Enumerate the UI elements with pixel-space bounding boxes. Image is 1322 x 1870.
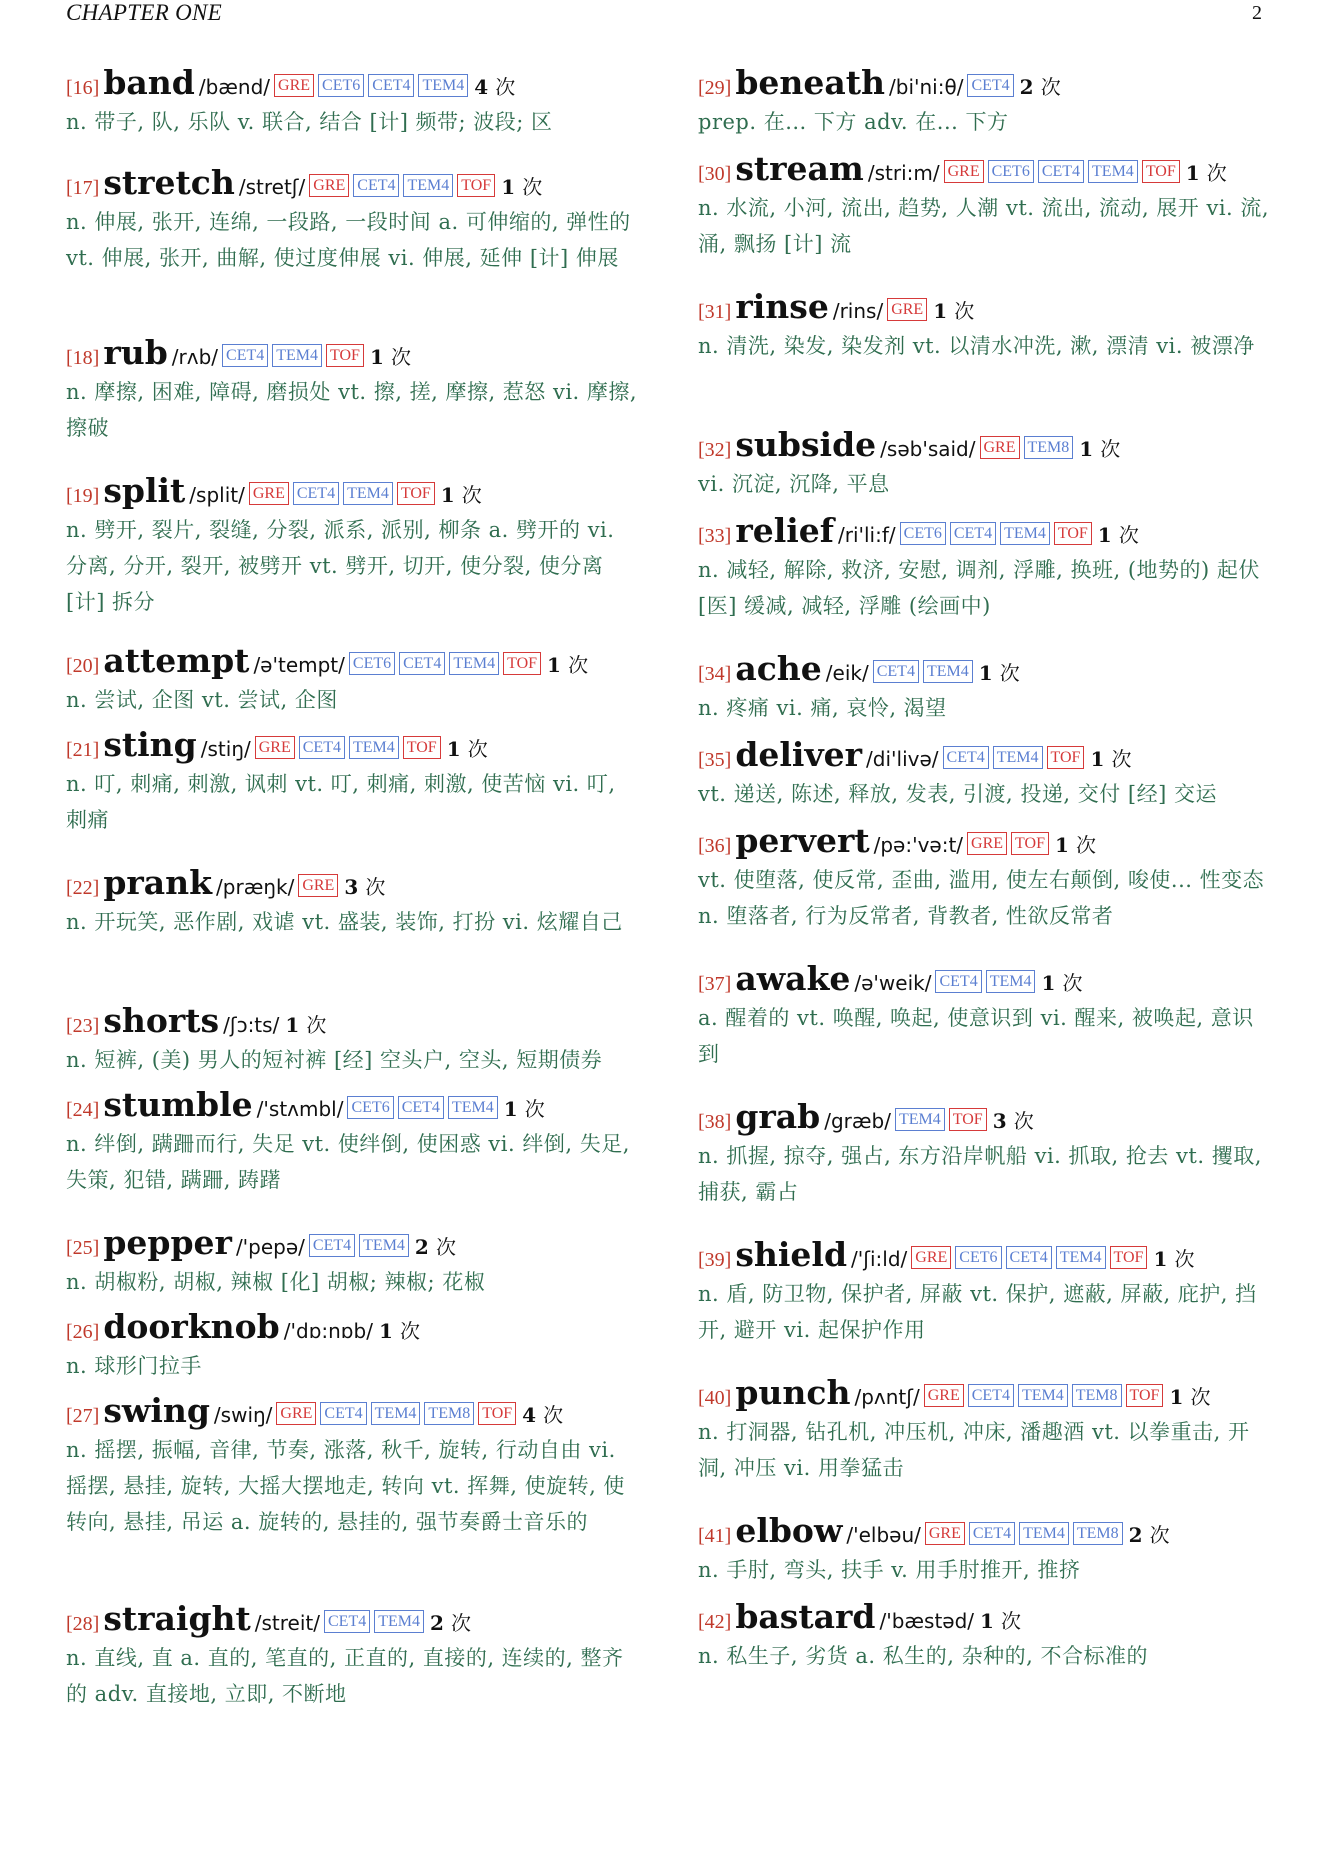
definition: n. 摩擦, 困难, 障碍, 磨损处 vt. 擦, 搓, 摩擦, 惹怒 vi. 摩擦, 擦破 xyxy=(66,380,638,440)
phonetic: /'elbəu/ xyxy=(846,1523,921,1547)
exam-tag: TEM8 xyxy=(1072,1384,1122,1407)
exam-tag: TEM4 xyxy=(403,174,453,197)
phonetic: /stri:m/ xyxy=(867,161,940,185)
exam-tag: CET4 xyxy=(398,1096,444,1119)
exam-tag: GRE xyxy=(944,160,984,183)
count-unit: 次 xyxy=(1075,833,1096,857)
entry-headline xyxy=(66,724,638,766)
occurrence-count: 2 xyxy=(1128,1523,1143,1547)
phonetic: /swiŋ/ xyxy=(213,1403,273,1427)
exam-tag: CET6 xyxy=(900,522,946,545)
word-entry xyxy=(66,332,638,470)
entry-number: [24] xyxy=(66,1099,100,1121)
exam-tag: CET4 xyxy=(399,652,445,675)
occurrence-count: 1 xyxy=(1079,437,1094,461)
phonetic: /ə'tempt/ xyxy=(253,653,345,677)
exam-tag: CET4 xyxy=(320,1402,366,1425)
exam-tag: CET4 xyxy=(222,344,268,367)
entry-number: [37] xyxy=(698,973,732,995)
exam-tag: TEM4 xyxy=(449,652,499,675)
exam-tag: TOF xyxy=(457,174,495,197)
definition: vi. 沉淀, 沉降, 平息 xyxy=(698,472,890,496)
entry-headline xyxy=(698,734,1270,776)
occurrence-count: 1 xyxy=(1041,971,1056,995)
phonetic: /'bæstəd/ xyxy=(879,1609,975,1633)
exam-tag: CET4 xyxy=(299,736,345,759)
phonetic: /bi'ni:θ/ xyxy=(889,75,964,99)
headword: bastard xyxy=(735,1597,876,1636)
exam-tag: TOF xyxy=(403,736,441,759)
exam-tag: TEM4 xyxy=(993,746,1043,769)
entry-number: [26] xyxy=(66,1321,100,1343)
exam-tag: TEM4 xyxy=(1000,522,1050,545)
entry-number: [21] xyxy=(66,739,100,761)
occurrence-count: 1 xyxy=(1054,833,1069,857)
word-entry xyxy=(698,1096,1270,1234)
exam-tag: TEM4 xyxy=(272,344,322,367)
exam-tag: CET6 xyxy=(955,1246,1001,1269)
entry-number: [19] xyxy=(66,485,100,507)
entry-headline xyxy=(698,1372,1270,1414)
entry-headline xyxy=(66,1084,638,1126)
definition: n. 清洗, 染发, 染发剂 vt. 以清水冲洗, 漱, 漂清 vi. 被漂净 xyxy=(698,334,1255,358)
definition: n. 胡椒粉, 胡椒, 辣椒 [化] 胡椒; 辣椒; 花椒 xyxy=(66,1270,486,1294)
exam-tag: TOF xyxy=(478,1402,516,1425)
word-entry xyxy=(698,820,1270,958)
definition: n. 私生子, 劣货 a. 私生的, 杂种的, 不合标准的 xyxy=(698,1644,1148,1668)
definition: n. 尝试, 企图 vt. 尝试, 企图 xyxy=(66,688,338,712)
word-entry xyxy=(698,286,1270,424)
entry-number: [23] xyxy=(66,1015,100,1037)
headword: prank xyxy=(103,863,213,902)
word-entry xyxy=(66,1222,638,1306)
occurrence-count: 2 xyxy=(430,1611,444,1635)
entry-number: [33] xyxy=(698,525,732,547)
phonetic: /ri'li:f/ xyxy=(837,523,896,547)
entry-headline xyxy=(66,1306,638,1348)
word-entry xyxy=(698,734,1270,820)
entry-number: [25] xyxy=(66,1237,100,1259)
occurrence-count: 3 xyxy=(344,875,359,899)
entry-headline xyxy=(698,424,1270,466)
count-unit: 次 xyxy=(522,175,543,199)
occurrence-count: 1 xyxy=(547,653,561,677)
headword: deliver xyxy=(735,735,863,774)
count-unit: 次 xyxy=(1001,1609,1022,1633)
entry-headline xyxy=(698,820,1270,862)
word-entry xyxy=(66,1084,638,1222)
count-unit: 次 xyxy=(435,1235,456,1259)
exam-tag: TOF xyxy=(397,482,435,505)
headword: subside xyxy=(735,425,877,464)
page-header xyxy=(0,0,1322,40)
count-unit: 次 xyxy=(390,345,411,369)
exam-tag: TEM4 xyxy=(1019,1522,1069,1545)
count-unit: 次 xyxy=(365,875,386,899)
headword: shorts xyxy=(103,1001,220,1040)
phonetic: /di'livə/ xyxy=(866,747,939,771)
entry-number: [22] xyxy=(66,877,100,899)
count-unit: 次 xyxy=(1206,161,1227,185)
entry-number: [34] xyxy=(698,663,732,685)
count-unit: 次 xyxy=(999,661,1020,685)
entry-number: [35] xyxy=(698,749,732,771)
phonetic: /præŋk/ xyxy=(216,875,295,899)
phonetic: /səb'said/ xyxy=(880,437,976,461)
phonetic: /ʃɔ:ts/ xyxy=(223,1013,280,1037)
entry-number: [17] xyxy=(66,177,100,199)
headword: doorknob xyxy=(103,1307,280,1346)
entry-headline xyxy=(66,62,638,104)
word-entry xyxy=(66,640,638,724)
phonetic: /streit/ xyxy=(254,1611,320,1635)
entry-headline xyxy=(66,1000,638,1042)
headword: sting xyxy=(103,725,197,764)
count-unit: 次 xyxy=(461,483,482,507)
entry-headline xyxy=(698,62,1270,104)
exam-tag: TEM4 xyxy=(895,1108,945,1131)
definition: n. 叮, 刺痛, 刺激, 讽刺 vt. 叮, 刺痛, 刺激, 使苦恼 vi. 叮, 刺痛 xyxy=(66,772,616,832)
phonetic: /bænd/ xyxy=(198,75,271,99)
definition: n. 球形门拉手 xyxy=(66,1354,202,1378)
entry-number: [16] xyxy=(66,77,100,99)
exam-tag: CET4 xyxy=(943,746,989,769)
headword: stream xyxy=(735,149,864,188)
occurrence-count: 3 xyxy=(992,1109,1007,1133)
count-unit: 次 xyxy=(1190,1385,1211,1409)
exam-tag: CET4 xyxy=(968,1384,1014,1407)
exam-tag: TEM4 xyxy=(418,74,468,97)
occurrence-count: 1 xyxy=(501,175,516,199)
entry-number: [42] xyxy=(698,1611,732,1633)
exam-tag: GRE xyxy=(255,736,295,759)
entry-headline xyxy=(698,286,1270,328)
phonetic: /stiŋ/ xyxy=(200,737,251,761)
exam-tag: TEM4 xyxy=(343,482,393,505)
entry-number: [30] xyxy=(698,163,732,185)
phonetic: /rʌb/ xyxy=(171,345,219,369)
entry-headline xyxy=(66,1222,638,1264)
word-entry xyxy=(698,958,1270,1096)
phonetic: /stretʃ/ xyxy=(238,175,306,199)
exam-tag: CET4 xyxy=(1006,1246,1052,1269)
entry-number: [20] xyxy=(66,655,100,677)
occurrence-count: 1 xyxy=(1185,161,1200,185)
word-entry xyxy=(698,1234,1270,1372)
definition: vt. 递送, 陈述, 释放, 发表, 引渡, 投递, 交付 [经] 交运 xyxy=(698,782,1217,806)
exam-tag: TEM4 xyxy=(374,1610,424,1633)
headword: beneath xyxy=(735,63,886,102)
word-entry xyxy=(66,862,638,1000)
exam-tag: TEM4 xyxy=(1018,1384,1068,1407)
word-entry xyxy=(66,1306,638,1390)
exam-tag: TEM8 xyxy=(1073,1522,1123,1545)
phonetic: /split/ xyxy=(189,483,245,507)
word-entry xyxy=(698,648,1270,734)
count-unit: 次 xyxy=(1118,523,1139,547)
exam-tag: CET4 xyxy=(935,970,981,993)
headword: elbow xyxy=(735,1511,843,1550)
entry-number: [31] xyxy=(698,301,732,323)
exam-tag: TOF xyxy=(949,1108,987,1131)
exam-tag: GRE xyxy=(980,436,1020,459)
phonetic: /pʌntʃ/ xyxy=(854,1385,920,1409)
headword: grab xyxy=(735,1097,821,1136)
exam-tag: TEM8 xyxy=(424,1402,474,1425)
occurrence-count: 1 xyxy=(1090,747,1105,771)
entry-number: [32] xyxy=(698,439,732,461)
entry-number: [36] xyxy=(698,835,732,857)
count-unit: 次 xyxy=(954,299,975,323)
exam-tag: CET4 xyxy=(967,74,1013,97)
headword: relief xyxy=(735,511,834,550)
headword: pepper xyxy=(103,1223,232,1262)
occurrence-count: 1 xyxy=(440,483,455,507)
occurrence-count: 1 xyxy=(1153,1247,1168,1271)
entry-headline xyxy=(698,648,1270,690)
definition: n. 打洞器, 钻孔机, 冲压机, 冲床, 潘趣酒 vt. 以拳重击, 开洞, 冲压 vi. 用拳猛击 xyxy=(698,1420,1250,1480)
definition: prep. 在... 下方 adv. 在... 下方 xyxy=(698,110,1009,134)
entry-number: [29] xyxy=(698,77,732,99)
word-entry xyxy=(66,1598,638,1736)
definition: n. 手肘, 弯头, 扶手 v. 用手肘推开, 推挤 xyxy=(698,1558,1081,1582)
occurrence-count: 1 xyxy=(1097,523,1112,547)
definition: vt. 使堕落, 使反常, 歪曲, 滥用, 使左右颠倒, 唆使... 性变态 n. 堕落者, 行为反常者, 背教者, 性欲反常者 xyxy=(698,868,1265,928)
headword: awake xyxy=(735,959,851,998)
entry-number: [40] xyxy=(698,1387,732,1409)
count-unit: 次 xyxy=(306,1013,327,1037)
occurrence-count: 4 xyxy=(522,1403,537,1427)
word-entry xyxy=(698,148,1270,286)
count-unit: 次 xyxy=(1040,75,1061,99)
headword: ache xyxy=(735,649,822,688)
exam-tag: TOF xyxy=(1110,1246,1148,1269)
occurrence-count: 1 xyxy=(378,1319,393,1343)
headword: stumble xyxy=(103,1085,253,1124)
exam-tag: GRE xyxy=(887,298,927,321)
count-unit: 次 xyxy=(451,1611,472,1635)
entry-headline xyxy=(66,1390,638,1432)
entry-headline xyxy=(66,162,638,204)
exam-tag: TEM4 xyxy=(986,970,1036,993)
left-column xyxy=(66,62,638,1736)
entry-number: [27] xyxy=(66,1405,100,1427)
entry-number: [38] xyxy=(698,1111,732,1133)
exam-tag: CET4 xyxy=(353,174,399,197)
count-unit: 次 xyxy=(1149,1523,1170,1547)
definition: n. 带子, 队, 乐队 v. 联合, 结合 [计] 频带; 波段; 区 xyxy=(66,110,553,134)
phonetic: /'dɒ:nɒb/ xyxy=(283,1319,373,1343)
count-unit: 次 xyxy=(1013,1109,1034,1133)
phonetic: /eik/ xyxy=(825,661,869,685)
headword: rub xyxy=(103,333,168,372)
occurrence-count: 1 xyxy=(980,1609,994,1633)
headword: punch xyxy=(735,1373,851,1412)
headword: split xyxy=(103,471,186,510)
exam-tag: TOF xyxy=(326,344,364,367)
word-entry xyxy=(698,62,1270,148)
entry-headline xyxy=(66,640,638,682)
headword: band xyxy=(103,63,195,102)
exam-tag: GRE xyxy=(967,832,1007,855)
count-unit: 次 xyxy=(399,1319,420,1343)
count-unit: 次 xyxy=(1100,437,1121,461)
definition: n. 抓握, 掠夺, 强占, 东方沿岸帆船 vi. 抓取, 抢去 vt. 攫取, 捕获, 霸占 xyxy=(698,1144,1262,1204)
exam-tag: TEM4 xyxy=(448,1096,498,1119)
exam-tag: GRE xyxy=(298,874,338,897)
entry-headline xyxy=(66,862,638,904)
exam-tag: CET6 xyxy=(318,74,364,97)
exam-tag: TOF xyxy=(1126,1384,1164,1407)
entry-headline xyxy=(66,470,638,512)
definition: a. 醒着的 vt. 唤醒, 唤起, 使意识到 vi. 醒来, 被唤起, 意识到 xyxy=(698,1006,1254,1066)
exam-tag: GRE xyxy=(249,482,289,505)
count-unit: 次 xyxy=(568,653,589,677)
phonetic: /'pepə/ xyxy=(235,1235,305,1259)
occurrence-count: 1 xyxy=(978,661,993,685)
exam-tag: GRE xyxy=(274,74,314,97)
occurrence-count: 4 xyxy=(474,75,489,99)
count-unit: 次 xyxy=(1062,971,1083,995)
exam-tag: CET4 xyxy=(368,74,414,97)
exam-tag: GRE xyxy=(924,1384,964,1407)
word-entry xyxy=(698,1510,1270,1596)
count-unit: 次 xyxy=(1111,747,1132,771)
headword: rinse xyxy=(735,287,829,326)
word-entry xyxy=(66,724,638,862)
headword: attempt xyxy=(103,641,250,680)
exam-tag: TEM4 xyxy=(923,660,973,683)
occurrence-count: 2 xyxy=(414,1235,429,1259)
definition: n. 短裤, (美) 男人的短衬裤 [经] 空头户, 空头, 短期债券 xyxy=(66,1048,603,1072)
occurrence-count: 1 xyxy=(503,1097,518,1121)
entry-number: [41] xyxy=(698,1525,732,1547)
exam-tag: TOF xyxy=(1011,832,1049,855)
headword: shield xyxy=(735,1235,848,1274)
count-unit: 次 xyxy=(1174,1247,1195,1271)
definition: n. 疼痛 vi. 痛, 哀怜, 渴望 xyxy=(698,696,947,720)
entry-number: [28] xyxy=(66,1613,100,1635)
occurrence-count: 1 xyxy=(369,345,384,369)
entry-headline xyxy=(698,1096,1270,1138)
phonetic: /rins/ xyxy=(832,299,884,323)
definition: n. 开玩笑, 恶作剧, 戏谑 vt. 盛装, 装饰, 打扮 vi. 炫耀自己 xyxy=(66,910,623,934)
definition: n. 水流, 小河, 流出, 趋势, 人潮 vt. 流出, 流动, 展开 vi. 流, 涌, 飘扬 [计] 流 xyxy=(698,196,1270,256)
entry-headline xyxy=(698,958,1270,1000)
definition: n. 减轻, 解除, 救济, 安慰, 调剂, 浮雕, 换班, (地势的) 起伏 [医] 缓减, 减轻, 浮雕 (绘画中) xyxy=(698,558,1260,618)
exam-tag: TEM4 xyxy=(1056,1246,1106,1269)
exam-tag: CET4 xyxy=(324,1610,370,1633)
exam-tag: TOF xyxy=(1054,522,1092,545)
entry-headline xyxy=(698,1596,1270,1638)
count-unit: 次 xyxy=(495,75,516,99)
phonetic: /græb/ xyxy=(824,1109,891,1133)
definition: n. 伸展, 张开, 连绵, 一段路, 一段时间 a. 可伸缩的, 弹性的 vt. 伸展, 张开, 曲解, 使过度伸展 vi. 伸展, 延伸 [计] 伸展 xyxy=(66,210,631,270)
exam-tag: CET4 xyxy=(293,482,339,505)
entry-headline xyxy=(698,510,1270,552)
exam-tag: CET6 xyxy=(349,652,395,675)
count-unit: 次 xyxy=(467,737,488,761)
entry-headline xyxy=(698,148,1270,190)
page-number: 2 xyxy=(1252,2,1262,24)
count-unit: 次 xyxy=(524,1097,545,1121)
occurrence-count: 2 xyxy=(1019,75,1034,99)
headword: stretch xyxy=(103,163,235,202)
occurrence-count: 1 xyxy=(285,1013,300,1037)
exam-tag: CET6 xyxy=(988,160,1034,183)
right-column xyxy=(698,62,1270,1734)
word-entry xyxy=(66,470,638,640)
word-entry xyxy=(698,1596,1270,1734)
exam-tag: CET4 xyxy=(950,522,996,545)
exam-tag: TOF xyxy=(1142,160,1180,183)
exam-tag: GRE xyxy=(925,1522,965,1545)
entry-number: [18] xyxy=(66,347,100,369)
definition: n. 绊倒, 蹒跚而行, 失足 vt. 使绊倒, 使困惑 vi. 绊倒, 失足, 失策, 犯错, 蹒跚, 踌躇 xyxy=(66,1132,630,1192)
count-unit: 次 xyxy=(543,1403,564,1427)
exam-tag: CET4 xyxy=(969,1522,1015,1545)
exam-tag: GRE xyxy=(309,174,349,197)
exam-tag: CET4 xyxy=(873,660,919,683)
word-entry xyxy=(698,424,1270,510)
word-entry xyxy=(66,62,638,162)
definition: n. 摇摆, 振幅, 音律, 节奏, 涨落, 秋千, 旋转, 行动自由 vi. 摇摆, 悬挂, 旋转, 大摇大摆地走, 转向 vt. 挥舞, 使旋转, 使转向, 悬挂, 吊运 a. 旋转的, 悬挂的, 强节奏爵士音乐的 xyxy=(66,1438,625,1534)
exam-tag: TEM8 xyxy=(1024,436,1074,459)
entry-headline xyxy=(698,1234,1270,1276)
exam-tag: GRE xyxy=(276,1402,316,1425)
exam-tag: CET6 xyxy=(347,1096,393,1119)
definition: n. 直线, 直 a. 直的, 笔直的, 正直的, 直接的, 连续的, 整齐的 adv. 直接地, 立即, 不断地 xyxy=(66,1646,624,1706)
phonetic: /'ʃi:ld/ xyxy=(851,1247,908,1271)
exam-tag: TEM4 xyxy=(349,736,399,759)
headword: swing xyxy=(103,1391,210,1430)
chapter-title: CHAPTER ONE xyxy=(66,0,222,25)
phonetic: /'stʌmbl/ xyxy=(256,1097,344,1121)
word-entry xyxy=(698,1372,1270,1510)
entry-headline xyxy=(66,332,638,374)
exam-tag: TOF xyxy=(1047,746,1085,769)
exam-tag: TOF xyxy=(503,652,541,675)
phonetic: /ə'weik/ xyxy=(854,971,932,995)
exam-tag: TEM4 xyxy=(371,1402,421,1425)
definition: n. 劈开, 裂片, 裂缝, 分裂, 派系, 派别, 柳条 a. 劈开的 vi. 分离, 分开, 裂开, 被劈开 vt. 劈开, 切开, 使分裂, 使分离 [计] 拆分 xyxy=(66,518,615,614)
word-entry xyxy=(698,510,1270,648)
word-entry xyxy=(66,162,638,332)
entry-number: [39] xyxy=(698,1249,732,1271)
word-entry xyxy=(66,1000,638,1084)
entry-headline xyxy=(66,1598,638,1640)
occurrence-count: 1 xyxy=(446,737,461,761)
word-entry xyxy=(66,1390,638,1598)
exam-tag: CET4 xyxy=(309,1234,355,1257)
exam-tag: TEM4 xyxy=(1088,160,1138,183)
definition: n. 盾, 防卫物, 保护者, 屏蔽 vt. 保护, 遮蔽, 屏蔽, 庇护, 挡开, 避开 vi. 起保护作用 xyxy=(698,1282,1257,1342)
phonetic: /pə:'və:t/ xyxy=(873,833,964,857)
occurrence-count: 1 xyxy=(1169,1385,1184,1409)
exam-tag: CET4 xyxy=(1038,160,1084,183)
headword: pervert xyxy=(735,821,870,860)
occurrence-count: 1 xyxy=(933,299,948,323)
entry-headline xyxy=(698,1510,1270,1552)
exam-tag: GRE xyxy=(911,1246,951,1269)
exam-tag: TEM4 xyxy=(359,1234,409,1257)
headword: straight xyxy=(103,1599,251,1638)
